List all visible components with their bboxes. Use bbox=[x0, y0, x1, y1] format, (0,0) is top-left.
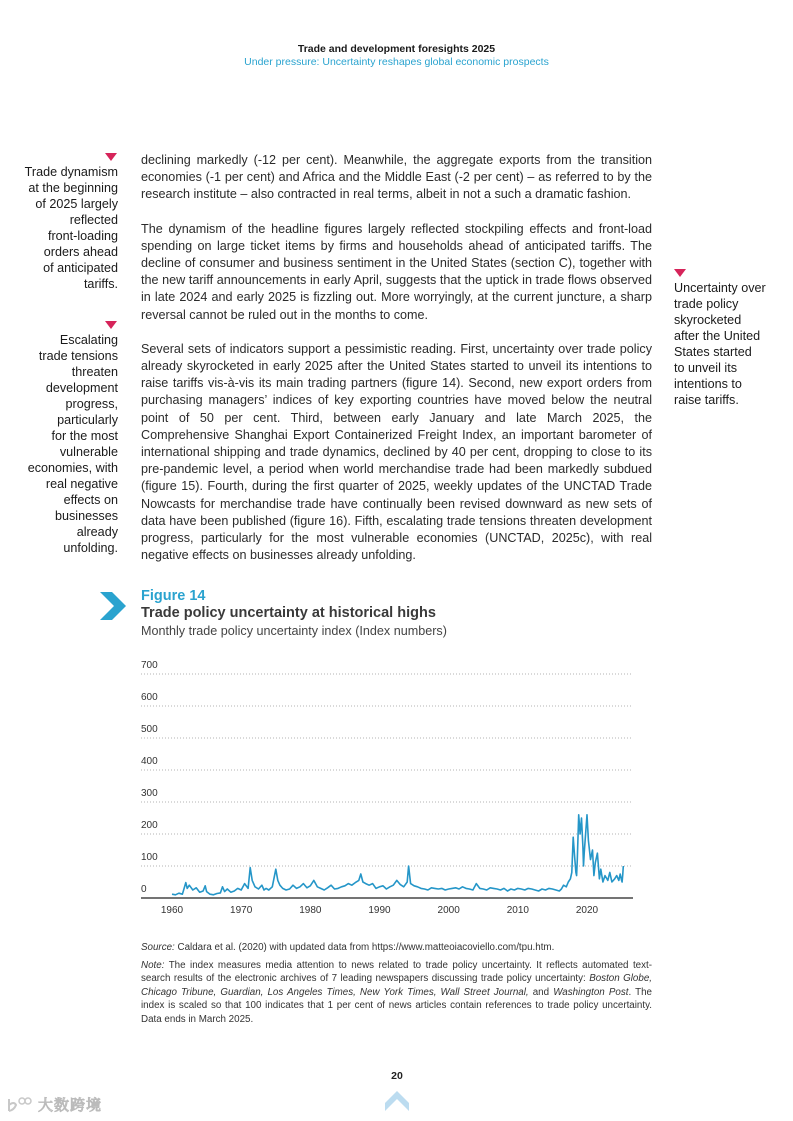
margin-note-line: tariffs. bbox=[83, 277, 118, 291]
note-text: and bbox=[528, 986, 554, 998]
margin-note-text bbox=[8, 332, 118, 556]
y-tick-label: 0 bbox=[141, 884, 147, 895]
margin-note-line: businesses bbox=[54, 509, 118, 523]
figure-subtitle: Monthly trade policy uncertainty index (Index numbers) bbox=[141, 624, 447, 638]
margin-note-line: trade policy bbox=[674, 297, 739, 311]
x-tick-label: 1980 bbox=[299, 905, 322, 916]
x-tick-label: 2010 bbox=[506, 905, 529, 916]
note-text: . The index is scaled so that 100 indicates that 1 per cent of news articles contain references to trade policy uncertainty. Data ends in March 2025. bbox=[141, 986, 652, 1025]
chevron-right-icon bbox=[98, 591, 128, 621]
y-tick-label: 100 bbox=[141, 852, 158, 863]
source-label: Source: bbox=[141, 942, 175, 953]
source-text: Caldara et al. (2020) with updated data from https://www.matteoiacoviello.com/tpu.htm. bbox=[174, 942, 555, 953]
figure-note bbox=[141, 959, 652, 1026]
margin-note-line: Escalating bbox=[59, 333, 118, 347]
margin-note-line: Uncertainty over bbox=[674, 281, 766, 295]
x-tick-label: 1960 bbox=[160, 905, 184, 916]
x-tick-label: 1970 bbox=[230, 905, 253, 916]
margin-note-line: development bbox=[45, 381, 118, 395]
margin-note-line: real negative bbox=[45, 477, 118, 491]
margin-note-line: orders ahead bbox=[43, 245, 118, 259]
y-tick-label: 500 bbox=[141, 724, 158, 735]
figure-label: Figure 14 bbox=[141, 588, 206, 604]
margin-note-line: vulnerable bbox=[59, 445, 118, 459]
back-to-top-icon[interactable] bbox=[384, 1090, 410, 1112]
x-tick-label: 2000 bbox=[437, 905, 460, 916]
margin-note-line: unfolding. bbox=[63, 541, 118, 555]
body-text bbox=[141, 152, 652, 581]
figure-title: Trade policy uncertainty at historical highs bbox=[141, 605, 436, 621]
margin-note-line: threaten bbox=[71, 365, 118, 379]
line-chart bbox=[135, 655, 645, 925]
y-tick-label: 200 bbox=[141, 820, 158, 831]
page-number: 20 bbox=[391, 1070, 403, 1082]
watermark-logo-icon bbox=[6, 1096, 32, 1114]
margin-note-line: effects on bbox=[63, 493, 118, 507]
margin-note-line: after the United bbox=[674, 329, 761, 343]
margin-note-line: particularly bbox=[57, 413, 118, 427]
triangle-marker-icon bbox=[674, 269, 686, 277]
margin-note-line: to unveil its bbox=[674, 361, 737, 375]
paragraph: Several sets of indicators support a pessimistic reading. First, uncertainty over trade policy already skyrocketed in early 2025 after the United States started to unveil its intentions to raise tariffs vis-à-vis its main trading partners (figure 14). Second, new export orders from purchasing managers’ indices of key exporting countries have moved below the neutral point of 50 per cent. Third, between early January and late March 2025, the Comprehensive Shanghai Export Containerized Freight Index, an important barometer of international shipping and trade dynamics, declined by 40 per cent, dropping to close to its pre-pandemic level, a period when world merchandise trade had been markedly subdued (figure 15). Fourth, during the first quarter of 2025, weekly updates of the UNCTAD Trade Nowcasts for merchandise trade have continually been revised downward as new sets of data have been published (figure 16). Fifth, escalating trade tensions threaten development progress, particularly for the most vulnerable economies (UNCTAD, 2025c), with real negative effects on businesses already unfolding. bbox=[141, 341, 652, 563]
y-tick-label: 600 bbox=[141, 692, 158, 703]
margin-note-line: States started bbox=[674, 345, 752, 359]
margin-note-escalating-tensions bbox=[8, 321, 118, 556]
margin-note-line: reflected bbox=[69, 213, 118, 227]
margin-note-line: at the beginning bbox=[28, 181, 118, 195]
margin-note-line: of anticipated bbox=[43, 261, 118, 275]
margin-note-line: of 2025 largely bbox=[35, 197, 118, 211]
y-tick-label: 700 bbox=[141, 660, 158, 671]
running-header bbox=[0, 43, 793, 69]
watermark-text: 大数跨境 bbox=[38, 1097, 103, 1114]
report-title: Trade and development foresights 2025 bbox=[297, 43, 496, 55]
margin-note-text bbox=[674, 280, 784, 408]
paragraph: The dynamism of the headline figures largely reflected stockpiling effects and front-load spending on large ticket items by firms and households ahead of anticipated tariffs. The decline of consumer and business sentiment in the United States (section C), together with the new tariff announcements in early April, suggests that the uptick in trade flows observed in late 2024 and early 2025 is fizzling out. More worryingly, at the current juncture, a sharp reversal cannot be ruled out in the months to come. bbox=[141, 221, 652, 322]
margin-note-line: already bbox=[76, 525, 118, 539]
note-label: Note: bbox=[141, 960, 165, 971]
note-newspapers: Boston Globe, Chicago Tribune, Guardian, Los Angeles Times, New York Times, Wall Street Journal, bbox=[141, 973, 652, 998]
figure-source bbox=[141, 941, 652, 954]
watermark bbox=[6, 1094, 102, 1115]
margin-note-line: Trade dynamism bbox=[24, 165, 118, 179]
margin-note-trade-dynamism bbox=[8, 153, 118, 292]
margin-note-line: skyrocketed bbox=[674, 313, 742, 327]
triangle-marker-icon bbox=[105, 321, 117, 329]
report-subtitle: Under pressure: Uncertainty reshapes global economic prospects bbox=[244, 56, 549, 68]
margin-note-line: trade tensions bbox=[38, 349, 118, 363]
y-tick-label: 300 bbox=[141, 788, 158, 799]
margin-note-line: for the most bbox=[51, 429, 118, 443]
x-tick-label: 2020 bbox=[575, 905, 599, 916]
margin-note-line: front-loading bbox=[47, 229, 118, 243]
margin-note-line: progress, bbox=[65, 397, 118, 411]
margin-note-line: economies, with bbox=[27, 461, 118, 475]
note-text: The index measures media attention to news related to trade policy uncertainty. It reflects automated text-search results of the electronic archives of 7 leading newspapers discussing trade policy uncertainty: bbox=[141, 960, 652, 985]
x-tick-label: 1990 bbox=[368, 905, 391, 916]
margin-note-uncertainty bbox=[674, 269, 784, 408]
margin-note-line: raise tariffs. bbox=[674, 393, 739, 407]
note-newspaper: Washington Post bbox=[553, 986, 629, 998]
triangle-marker-icon bbox=[105, 153, 117, 161]
paragraph: declining markedly (-12 per cent). Meanwhile, the aggregate exports from the transition economies (-1 per cent) and Africa and the Middle East (-2 per cent) – as referred to by the research institute – also contracted in real terms, albeit in not a such a dramatic fashion. bbox=[141, 153, 652, 202]
margin-note-line: intentions to bbox=[674, 377, 742, 391]
chart-plot-area bbox=[135, 655, 645, 925]
y-tick-label: 400 bbox=[141, 756, 158, 767]
margin-note-text bbox=[8, 164, 118, 292]
series-line bbox=[172, 815, 623, 895]
